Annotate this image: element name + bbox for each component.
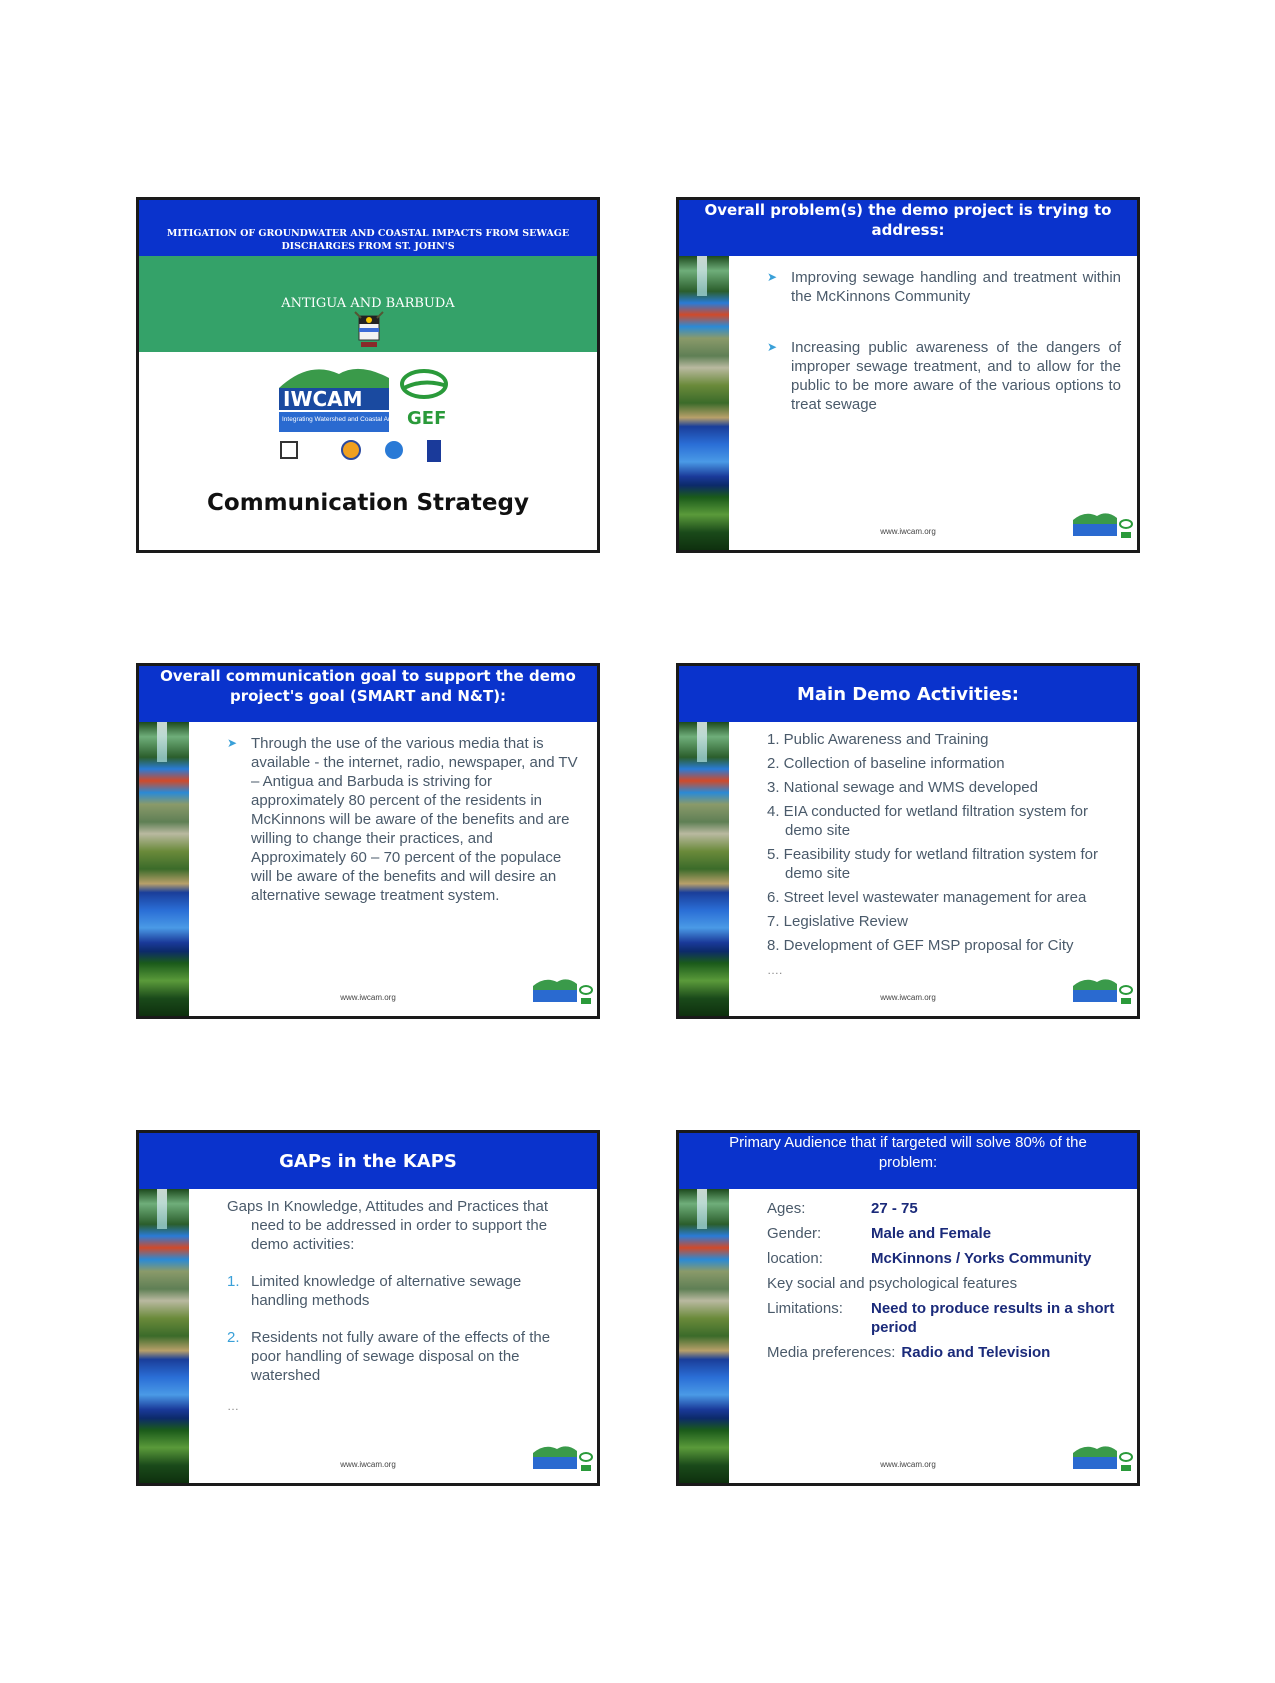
bullet-list — [767, 268, 1121, 414]
gef-logo-text: GEF — [407, 408, 447, 429]
iwcam-gef-logo-icon — [533, 976, 593, 1014]
iwcam-gef-logo-icon — [533, 1443, 593, 1481]
list-item — [767, 268, 1121, 306]
list-item — [767, 338, 1121, 414]
list-item: 2. Residents not fully aware of the effects of the poor handling of sewage disposal on the watershed — [227, 1329, 551, 1384]
iwcam-logo-text: IWCAM — [283, 387, 363, 411]
country-name: ANTIGUA AND BARBUDA — [281, 296, 455, 311]
gender-row: Gender: Male and Female — [767, 1225, 992, 1242]
location-row: location: McKinnons / Yorks Community — [767, 1250, 1092, 1267]
slide-header: Overall communication goal to support the demo project's goal (SMART and N&T): — [139, 666, 597, 722]
activities-list — [767, 730, 1121, 980]
slide-header: GAPs in the KAPS — [139, 1133, 597, 1189]
continuation-dots: …. — [767, 963, 783, 977]
footer-url: www.iwcam.org — [340, 1460, 396, 1469]
iwcam-logo-subtitle: Integrating Watershed and Coastal Areas Management — [282, 416, 441, 423]
nature-photo-strip — [679, 1189, 729, 1483]
arrow-bullet-icon: ➤ — [227, 736, 238, 750]
gaps-content — [227, 1197, 581, 1416]
slide-title-text: Communication Strategy — [207, 490, 529, 516]
arrow-bullet-icon: ➤ — [767, 340, 778, 354]
arrow-bullet-icon: ➤ — [767, 270, 778, 284]
nature-photo-strip — [139, 1189, 189, 1483]
bullet-text: Through the use of the various media that is available - the internet, radio, newspaper, and TV – Antigua and Barbuda is striving for approximately 80 percent of the residents in McKinnons will be aware of the benefits and are willing to change their practices, and Approximately 60 – 70 percent of the populace will be aware of the benefits and will desire an alternative sewage treatment system. — [251, 735, 578, 904]
footer-url: www.iwcam.org — [340, 993, 396, 1002]
slide-gaps-in-kaps — [136, 1130, 600, 1486]
nature-photo-strip — [679, 256, 729, 550]
intro-text: Gaps In Knowledge, Attitudes and Practices that need to be addressed in order to support the demo activities: — [227, 1198, 549, 1253]
oecs-logo-icon — [342, 441, 360, 459]
list-item: 8. Development of GEF MSP proposal for City — [767, 937, 1074, 954]
list-item: 3. National sewage and WMS developed — [767, 779, 1038, 796]
footer-url: www.iwcam.org — [880, 527, 936, 536]
bullet-list — [227, 734, 581, 905]
list-item: 2. Collection of baseline information — [767, 755, 1005, 772]
slide-header: Main Demo Activities: — [679, 666, 1137, 722]
continuation-dots: … — [227, 1399, 239, 1413]
slide-header: Primary Audience that if targeted will solve 80% of the problem: — [679, 1133, 1137, 1189]
iwcam-gef-logo-icon — [1073, 510, 1133, 548]
coat-of-arms-icon — [353, 308, 385, 350]
slide-header: MITIGATION OF GROUNDWATER AND COASTAL IMPACTS FROM SEWAGE DISCHARGES FROM ST. JOHN'S — [139, 200, 597, 256]
partner-logos — [279, 360, 459, 470]
features-row: Key social and psychological features — [767, 1275, 1018, 1292]
slide-communication-goal — [136, 663, 600, 1019]
ages-row: Ages: 27 - 75 — [767, 1200, 918, 1217]
list-item: 4. EIA conducted for wetland filtration system for demo site — [767, 803, 1088, 839]
list-item: 1. Public Awareness and Training — [767, 731, 989, 748]
audience-details — [767, 1199, 1121, 1368]
nature-photo-strip — [679, 722, 729, 1016]
bullet-text: Improving sewage handling and treatment within the McKinnons Community — [791, 269, 1121, 305]
nature-photo-strip — [139, 722, 189, 1016]
media-row: Media preferences: Radio and Television — [767, 1344, 1051, 1361]
undp-logo-icon — [427, 440, 441, 462]
limitations-row: Limitations: Need to produce results in a short period — [767, 1300, 1115, 1336]
slide-primary-audience — [676, 1130, 1140, 1486]
list-item: 7. Legislative Review — [767, 913, 908, 930]
cehi-logo-icon — [281, 442, 297, 458]
list-item: 1. Limited knowledge of alternative sewage handling methods — [227, 1273, 522, 1309]
bullet-text: Increasing public awareness of the dangers of improper sewage treatment, and to allow for the public to be more aware of the various options to treat sewage — [791, 339, 1121, 413]
list-item: 6. Street level wastewater management for area — [767, 889, 1087, 906]
slide-header: Overall problem(s) the demo project is trying to address: — [679, 200, 1137, 256]
iwcam-gef-logo-icon — [1073, 976, 1133, 1014]
iwcam-gef-logo-icon — [1073, 1443, 1133, 1481]
unep-logo-icon — [385, 441, 403, 459]
slide-main-activities — [676, 663, 1140, 1019]
list-item: 5. Feasibility study for wetland filtration system for demo site — [767, 846, 1098, 882]
footer-url: www.iwcam.org — [880, 993, 936, 1002]
footer-url: www.iwcam.org — [880, 1460, 936, 1469]
slide-problems — [676, 197, 1140, 553]
list-item — [227, 734, 581, 905]
slide-title — [136, 197, 600, 553]
